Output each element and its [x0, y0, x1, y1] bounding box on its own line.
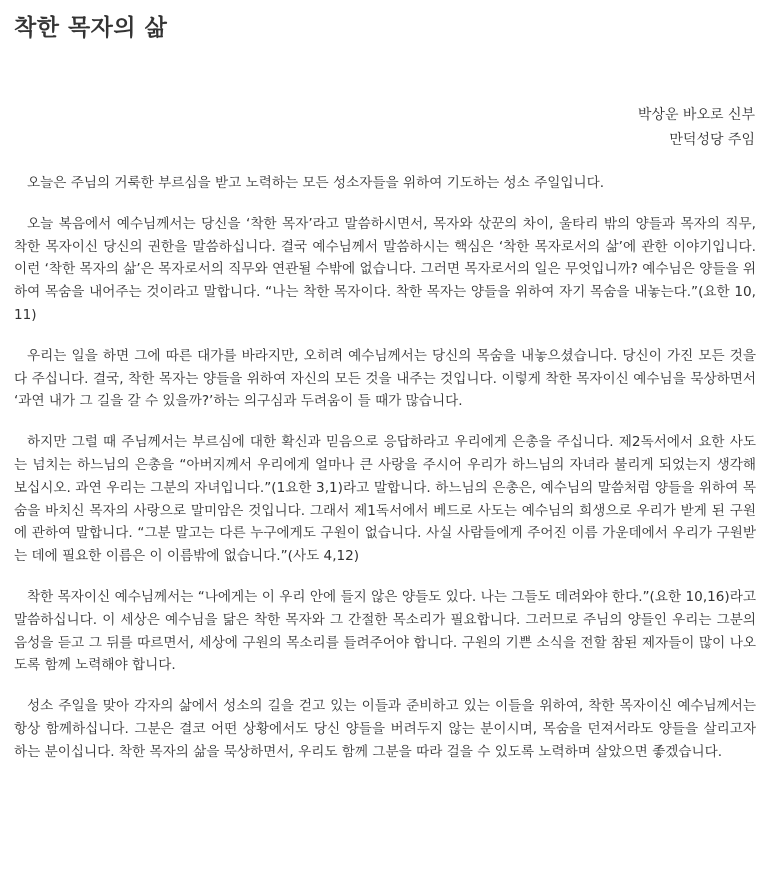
paragraph: 오늘 복음에서 예수님께서는 당신을 ‘착한 목자’라고 말씀하시면서, 목자와 삯꾼의 차이, 울타리 밖의 양들과 목자의 직무, 착한 목자이신 당신의 권한을 말씀하십니다. 결국 예수님께서 말씀하시는 핵심은 ‘착한 목자로서의 삶’에 관한 이야기입니다. 이런 ‘착한 목자의 삶’은 목자로서의 직무와 연관될 수밖에 없습니다. 그러면 목자로서의 일은 무엇입니까? 예수님은 양들을 위하여 목숨을 내어주는 것이라고 말합니다. “나는 착한 목자이다. 착한 목자는 양들을 위하여 자기 목숨을 내놓는다.”(요한 10,11) — [14, 215, 756, 323]
paragraph: 오늘은 주님의 거룩한 부르심을 받고 노력하는 모든 성소자들을 위하여 기도하는 성소 주일입니다. — [27, 175, 605, 191]
paragraph: 착한 목자이신 예수님께서는 “나에게는 이 우리 안에 들지 않은 양들도 있다. 나는 그들도 데려와야 한다.”(요한 10,16)라고 말씀하십니다. 이 세상은 예수님을 닮은 착한 목자와 그 간절한 목소리가 필요합니다. 그러므로 주님의 양들인 우리는 그분의 음성을 듣고 그 뒤를 따르면서, 세상에 구원의 목소리를 들려주어야 합니다. 구원의 기쁜 소식을 전할 참된 제자들이 많이 나오도록 함께 노력해야 합니다. — [14, 588, 756, 674]
paragraph: 성소 주일을 맞아 각자의 삶에서 성소의 길을 걷고 있는 이들과 준비하고 있는 이들을 위하여, 착한 목자이신 예수님께서는 항상 함께하십니다. 그분은 결코 어떤 상황에서도 당신 양들을 버려두지 않는 분이시며, 목숨을 던져서라도 양들을 살리고자 하는 분이십니다. 착한 목자의 삶을 묵상하면서, 우리도 함께 그분을 따라 걸을 수 있도록 노력하며 살았으면 좋겠습니다. — [14, 698, 756, 760]
author-role: 만덕성당 주임 — [669, 132, 755, 148]
article-title: 착한 목자의 삶 — [14, 15, 168, 41]
author-block — [638, 103, 755, 153]
paragraph: 하지만 그럴 때 주님께서는 부르심에 대한 확신과 믿음으로 응답하라고 우리에게 은총을 주십니다. 제2독서에서 요한 사도는 넘치는 하느님의 은총을 “아버지께서 우리에게 얼마나 큰 사랑을 주시어 우리가 하느님의 자녀라 불리게 되었는지 생각해 보십시오. 과연 우리는 그분의 자녀입니다.”(1요한 3,1)라고 말합니다. 하느님의 은총은, 예수님의 말씀처럼 양들을 위하여 목숨을 바치신 목자의 사랑으로 말미암은 것입니다. 그래서 제1독서에서 베드로 사도는 예수님의 희생으로 우리가 받게 된 구원에 관하여 말합니다. “그분 말고는 다른 누구에게도 구원이 없습니다. 사실 사람들에게 주어진 이름 가운데에서 우리가 구원받는 데에 필요한 이름은 이 이름밖에 없습니다.”(사도 4,12) — [14, 434, 756, 565]
paragraph: 우리는 일을 하면 그에 따른 대가를 바라지만, 오히려 예수님께서는 당신의 목숨을 내놓으셨습니다. 당신이 가진 모든 것을 다 주십니다. 결국, 착한 목자는 양들을 위하여 자신의 모든 것을 내주는 것입니다. 이렇게 착한 목자이신 예수님을 묵상하면서 ‘과연 내가 그 길을 갈 수 있을까?’하는 의구심과 두려움이 들 때가 많습니다. — [14, 347, 756, 410]
article-body — [14, 172, 756, 782]
author-name: 박상운 바오로 신부 — [637, 107, 755, 123]
